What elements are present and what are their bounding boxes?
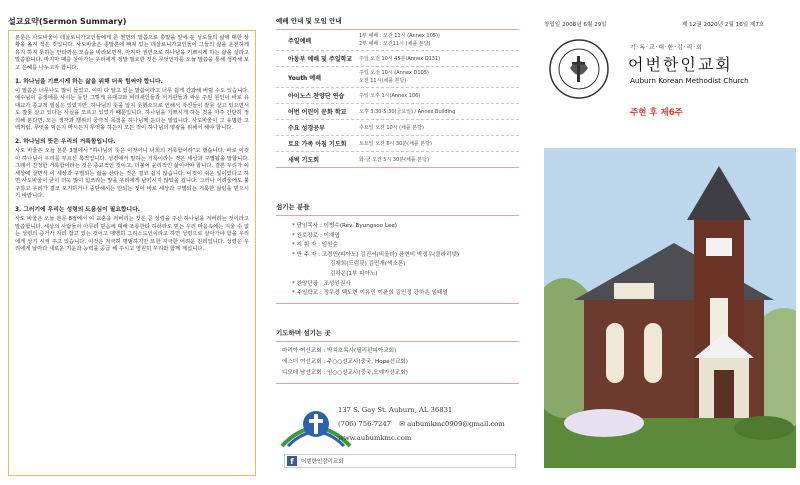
schedule-line: 1부 예배 : 오전 11시 (Annex 105)) xyxy=(359,33,440,39)
schedule-line: 주일 오전 10시 (Annex D105) xyxy=(359,70,429,76)
servant-line: * 찬양단장 : 조성원권사 xyxy=(292,280,351,287)
prayer-section xyxy=(276,328,519,384)
prayer-title: 기도하며 섬기는 곳 xyxy=(276,329,331,337)
servant-line: * 담임목사 : 이병수(Rev. Byungsoo Lee) xyxy=(292,223,397,229)
schedule-row xyxy=(276,88,519,104)
sermon-paragraph-1: 이 말씀은 너무나도 많이 들었고, 이미 다 알고 있는 말씀이라고 너무 쉽게 간과해 버릴 수도 있습니다. 예수님이 공생애를 사시는 동안 그렇게 유대교와 바리새인들과 서기관들과 싸운 주된 원인이 바로 유대교가 종교적 열심은 있었지만, 하나님의 뜻을 알지 못했으므로 인해서 자신들이 잘못 살고 있으면서도 잘못 살고 있다는 사실을 모르고 있었기 때문입니다. 하나님을 기쁘시게 하는 것을 아주 간단히 정의해 본다면, 모든 생각과 행위의 궁극적 목적을 하나님께 둔다는 말입니다. 사도바울이 그 유명한 고백처럼, 무엇을 먹든지 마시든지 무엇을 하든지 모든 것이 하나님의 영광을 위해서 해야 합니다. xyxy=(15,88,249,132)
sermon-paragraph-3: 사도 바울은 오늘 본문 8절에서 이 교훈을 저버리는 것은 곧 성령을 주신 하나님을 저버리는 것이라고 말씀합니다. 세상의 사람들이 아무리 믿음에 대해 조롱한다 하더라도 믿는 우리 마음속에는 지울 수 없는 성령의 증거가 자리 잡고 있는 것이고 매맹히 그리스도인이라고 하면 성령으로 살아가야 함을 우리에게 상기 시켜 주고 있습니다. 이것은 저극히 평범하지만 또한 지극한 어려운 진리입니다. 성령은 우리에게 날마다 새로운 기운과 능력을 공급 해 주시고 영원히 우리와 함께 계십니다. xyxy=(15,216,249,252)
sermon-title: 설교요약(Sermon Summary) xyxy=(8,17,127,26)
prayer-box xyxy=(276,341,519,384)
schedule-line: 2부 예배 : 오전11시 (채플 본당) xyxy=(359,41,431,47)
schedule-row xyxy=(276,67,519,88)
prayer-line: 에스더 여선교회 : 주○○선교사(중국, Hope선교회) xyxy=(282,359,408,365)
schedule-table xyxy=(276,29,519,168)
schedule-line: 오전 11시(채플 본당) xyxy=(359,78,407,84)
sermon-heading-3: 3. 그러기에 우리는 성령의 도움심이 필요합니다. xyxy=(15,207,140,214)
schedule-name: 새벽 기도회 xyxy=(288,157,320,164)
church-name-en: Auburn Korean Methodist Church xyxy=(630,76,749,85)
mail-icon: ✉ xyxy=(399,420,405,428)
servant-line: * 주일학교 : 정무경 백도현 이유민 이윤희 김민정 강하은 임태열 xyxy=(292,290,448,297)
contact-section xyxy=(276,398,526,478)
servants-section xyxy=(276,202,519,304)
issue-info: 제 12권 2020년 2월 16일 제7호 xyxy=(682,22,765,28)
schedule-time xyxy=(356,30,519,50)
sermon-box xyxy=(8,30,256,476)
masthead xyxy=(538,0,800,485)
sermon-heading-1: 1. 하나님을 기쁘시게 하는 삶을 위해 더욱 힘써야 합니다. xyxy=(15,79,163,86)
facebook-icon: f xyxy=(287,456,297,466)
website[interactable]: www.aubumkmc.com xyxy=(338,434,412,442)
founded-date: 창립일 2008년 6월 29일 xyxy=(544,22,607,28)
sermon-heading-2: 2. 하나님의 뜻은 우리의 거룩함입니다. xyxy=(15,139,116,146)
servant-line: 김채희(드럼핏) 김민재(색소폰) xyxy=(330,261,406,268)
facebook-bar[interactable] xyxy=(284,454,516,468)
email: aubumkmc0909@gmail.com xyxy=(407,420,505,428)
phone-email xyxy=(338,420,505,428)
servants-box xyxy=(276,215,519,304)
schedule-time: 주일 오전 10시 45분(Annex D131) xyxy=(359,55,441,62)
schedule-time: 수요일 오전 10시 (채플 본당) xyxy=(359,124,424,131)
schedule-time xyxy=(356,67,519,87)
schedule-name: Youth 예배 xyxy=(288,74,322,82)
denomination: 기·독·교·대·한·감·리·회 xyxy=(630,45,703,51)
schedule-name: 아이노스 찬양단 연습 xyxy=(288,93,345,100)
schedule-time: 주일 오후 1시(Annex 106) xyxy=(359,92,421,99)
schedule-name: 주일예배 xyxy=(288,37,312,45)
servant-line: * 원로장로 : 이재엽 xyxy=(292,232,340,239)
servant-line: 김하은(1부 피아노) xyxy=(330,270,378,277)
address: 137 S. Gay St. Auburn, AL 36831 xyxy=(338,406,453,414)
schedule-section xyxy=(276,16,526,168)
schedule-title: 예배 안내 및 모임 안내 xyxy=(276,17,342,25)
schedule-time: 토요일 오전 6시 30분(채플 본당) xyxy=(359,140,432,147)
schedule-time: 화-금 오전 5시 30분(채플 본당) xyxy=(359,156,429,163)
liturgical-sunday: 주현 후 제6주 xyxy=(630,108,683,118)
schedule-row xyxy=(276,104,519,120)
phone: (706) 756-7247 xyxy=(338,420,392,428)
schedule-time: 오후 3:30-5:30(금요일) / Annex Building xyxy=(359,108,456,115)
facebook-name: 어번한인감리교회 xyxy=(301,459,344,465)
schedule-row xyxy=(276,30,519,51)
methodist-seal-icon xyxy=(548,38,610,100)
servant-line: * 반 주 자 : 고경민(피아노) 김진서(비올라) 윤현비 박정우(클라리넷) xyxy=(292,251,460,258)
church-photo xyxy=(544,148,796,468)
servant-line: * 지 휘 자 : 임원순 xyxy=(292,242,338,249)
sermon-column xyxy=(8,16,258,476)
schedule-name: 토요 가족 아침 기도회 xyxy=(288,141,347,148)
schedule-row xyxy=(276,120,519,136)
schedule-name: 아동부 예배 및 주일학교 xyxy=(288,56,353,63)
servants-title: 섬기는 분들 xyxy=(276,203,310,211)
schedule-name: 어번 어린이 문화 학교 xyxy=(288,109,347,116)
schedule-row xyxy=(276,136,519,152)
schedule-row xyxy=(276,152,519,167)
prayer-line: 디모데 남선교회 : 임○○선교사(중국,오예가선교회) xyxy=(282,370,408,376)
schedule-row xyxy=(276,51,519,67)
prayer-line: 마리아 여선교회 : 박치호목사(필리핀피아교회) xyxy=(282,348,397,354)
schedule-name: 수요 성경공부 xyxy=(288,125,325,132)
sermon-paragraph-2: 사도 바울은 오늘 본문 3절에서 "하나님의 뜻은 이것이니 너희의 거룩함이라"고 했습니다. 바로 이것이 하나님이 우리를 부르신 목적입니다. 성경에서 말하는 거룩이라는 것은 세상과 구별됨을 말합니다. 그래서 진정한 거룩함이라는 것은 종교적인 것이고, 더불어 윤리적인 삶이어야 합니다. 결론 우리가 이 세상에 살면서 이 세상과 구별되는 삶을 산다는 것은 결코 쉽지 않습니다. 이것이 쉬운 일이었다고 하면 사도바울이 굳이 더욱 많이 힘쓰라는 말을 우리에게 남기시지 않았을 겁니다. 그러나 어려울에도 불구하고 우리가 결코 포기하거나 중단해서는 안되는 것이 바로 세상과 구별되는 거룩한 삶임을 믿으시기 바랍니다. xyxy=(15,148,249,199)
church-name-ko: 어번한인교회 xyxy=(628,55,733,74)
sermon-intro: 본문은 사도바울이 데살로니가교인들에게 준 권면의 말씀으로 충말을 앞에 둔 성도들의 삶에 대한 상황을 옮겨 적은 것입니다. 사도바울은 종말론에 빠져 있는 데살로니가교인들이 그들의 삶을 온전하게 유지 하지 못하는 안타까운 모습을 바라보면서, 마지막 권면으로 하나님을 기쁘시게 하는 삶을 살라고 말씀합니다. 마지막 때를 살아가는 우리에게 정말 필요한 것은 무엇인가를 오늘 말씀을 통해 생각해 보고 은혜를 나누고자 합니다. xyxy=(15,35,249,71)
